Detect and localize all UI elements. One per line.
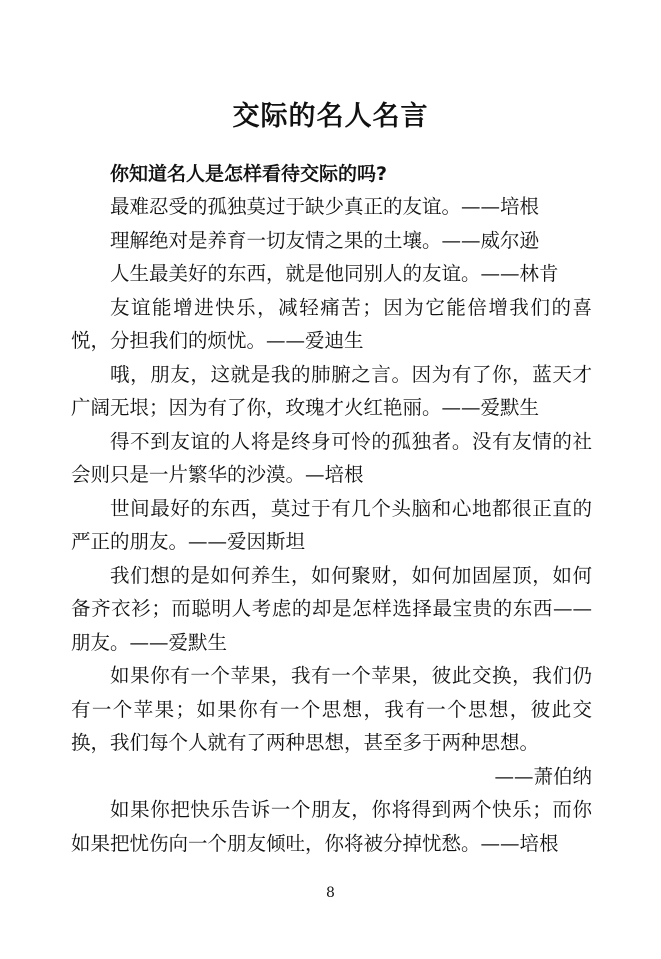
page-title: 交际的名人名言 <box>232 101 429 132</box>
quote-paragraph: 人生最美好的东西，就是他同别人的友谊。——林肯 <box>110 262 559 285</box>
quote-paragraph: 如果你有一个苹果，我有一个苹果，彼此交换，我们仍有一个苹果；如果你有一个思想，我有一个思想，彼此交换，我们每个人就有了两种思想，甚至多于两种思想。 <box>71 664 592 754</box>
quote-paragraph: 友谊能增进快乐，减轻痛苦；因为它能倍增我们的喜悦，分担我们的烦忧。——爱迪生 <box>71 295 592 352</box>
quote-paragraph: 哦，朋友，这就是我的肺腑之言。因为有了你，蓝天才广阔无垠；因为有了你，玫瑰才火红艳丽。——爱默生 <box>71 362 592 419</box>
quote-paragraph: 如果你把快乐告诉一个朋友，你将得到两个快乐；而你如果把忧伤向一个朋友倾吐，你将被分掉忧愁。——培根 <box>71 798 592 855</box>
quote-body <box>71 190 592 860</box>
quote-paragraph: 得不到友谊的人将是终身可怜的孤独者。没有友情的社会则只是一片繁华的沙漠。—培根 <box>71 429 592 486</box>
quote-paragraph: 理解绝对是养育一切友情之果的土壤。——威尔逊 <box>110 228 540 252</box>
page-number: 8 <box>326 885 335 901</box>
quote-paragraph: 我们想的是如何养生，如何聚财，如何加固屋顶，如何备齐衣衫；而聪明人考虑的却是怎样选择最宝贵的东西——朋友。——爱默生 <box>71 563 592 654</box>
quote-paragraph: 最难忍受的孤独莫过于缺少真正的友谊。——培根 <box>110 195 540 218</box>
quote-attribution: ——萧伯纳 <box>494 764 592 788</box>
quote-paragraph: 世间最好的东西，莫过于有几个头脑和心地都很正直的严正的朋友。——爱因斯坦 <box>71 496 592 553</box>
section-subtitle: 你知道名人是怎样看待交际的吗? <box>110 163 388 185</box>
